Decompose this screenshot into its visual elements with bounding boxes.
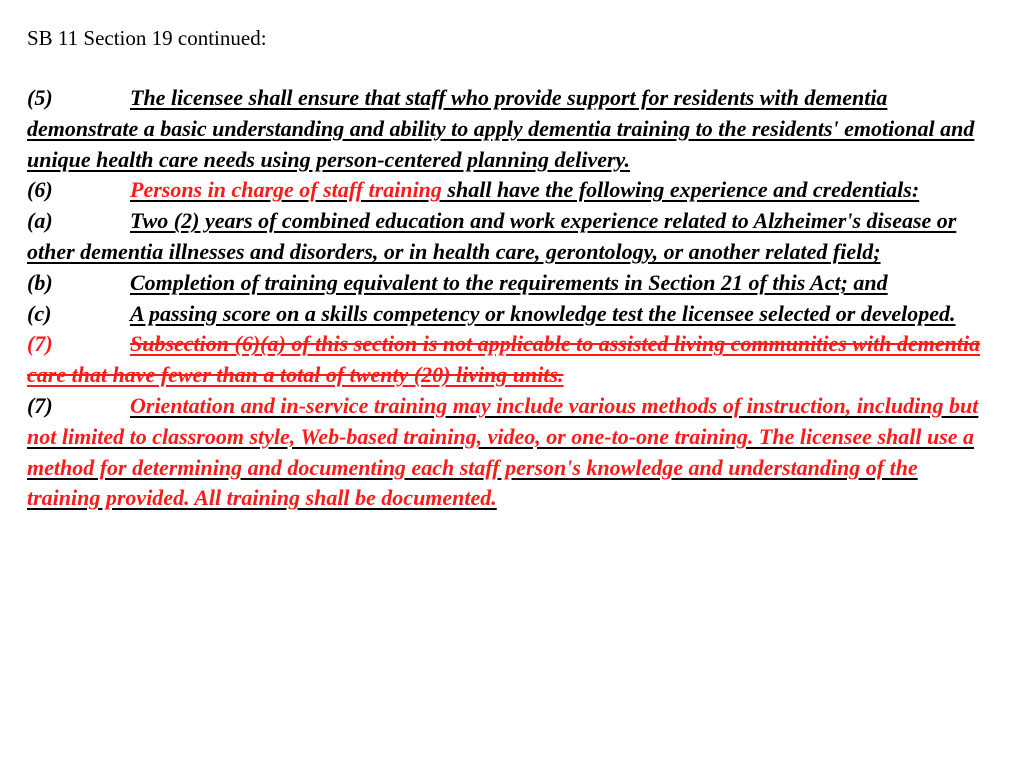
section-6	[27, 175, 992, 206]
section-7-deleted-text: Subsection (6)(a) of this section is not applicable to assisted living communities with dementia care that have fewer than a total of twenty (20) living units.	[27, 331, 981, 388]
section-6a-text: Two (2) years of combined education and work experience related to Alzheimer's disease or other dementia illnesses and disorders, or in health care, gerontology, or another related field;	[27, 208, 957, 264]
section-6a-number: (a)	[27, 208, 53, 234]
section-6c	[27, 299, 992, 330]
section-6-inserted-text: Persons in charge of staff training	[130, 177, 448, 203]
section-7-new-text: Orientation and in-service training may include various methods of instruction, including but not limited to classroom style, Web-based training, video, or one-to-one training. The licensee shall use a method for determining and documenting each staff person's knowledge and understanding of the training provided. All training shall be documented.	[27, 392, 979, 511]
section-6b	[27, 268, 992, 299]
section-7-new-number: (7)	[27, 392, 53, 418]
section-7-new	[27, 391, 992, 514]
section-7-deleted-number: (7)	[27, 331, 53, 357]
section-6c-number: (c)	[27, 300, 52, 326]
section-6c-text: A passing score on a skills competency or knowledge test the licensee selected or developed.	[130, 300, 956, 326]
section-6a	[27, 206, 992, 268]
section-6-text: shall have the following experience and credentials:	[447, 177, 920, 203]
section-5	[27, 83, 992, 175]
section-5-number: (5)	[27, 85, 53, 110]
section-5-text: The licensee shall ensure that staff who provide support for residents with dementia demonstrate a basic understanding and ability to apply dementia training to the residents' emotional and unique health care needs using person-centered planning delivery.	[27, 85, 975, 172]
bill-text	[27, 83, 992, 514]
section-7-deleted	[27, 329, 992, 391]
section-6b-text: Completion of training equivalent to the requirements in Section 21 of this Act; and	[130, 269, 888, 295]
section-6-number: (6)	[27, 177, 53, 203]
page-header: SB 11 Section 19 continued:	[27, 26, 267, 50]
section-6b-number: (b)	[27, 269, 53, 295]
